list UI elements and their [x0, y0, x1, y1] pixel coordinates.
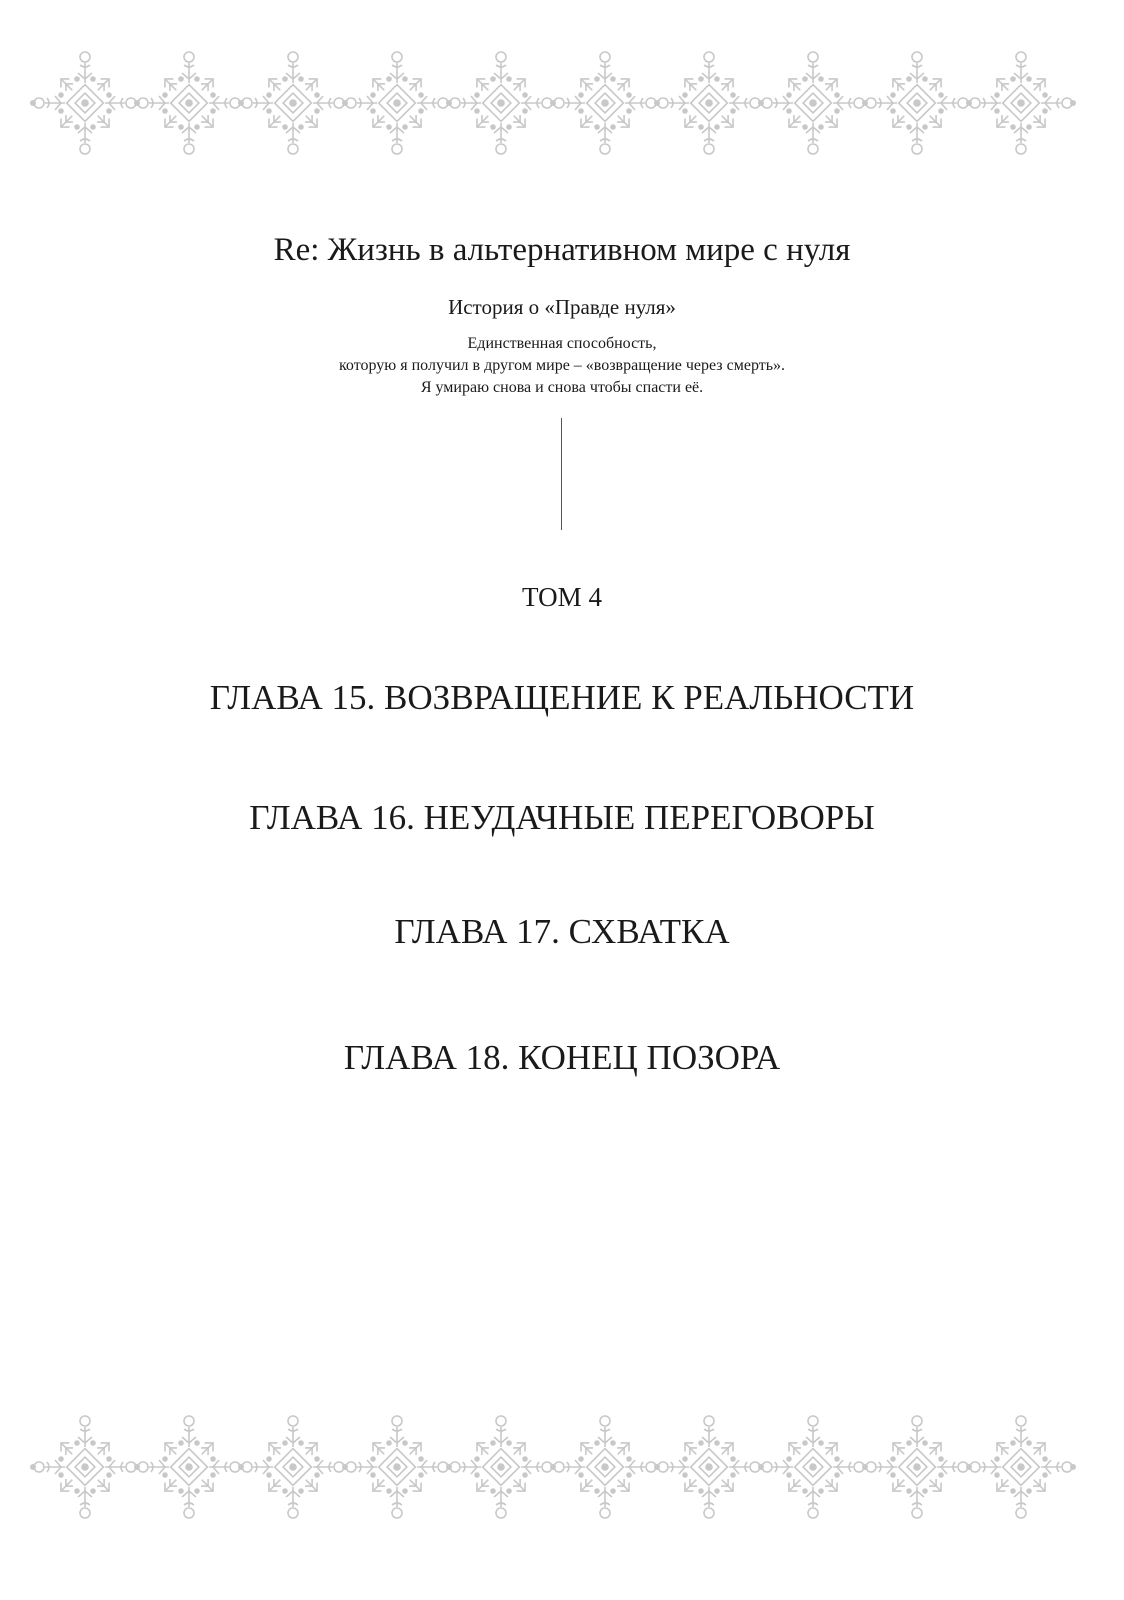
snowflake-ornament-icon: [970, 52, 1072, 154]
snowflake-ornament-icon: [346, 52, 448, 154]
ornament-dot: [862, 1464, 868, 1470]
ornament-dot: [238, 1464, 244, 1470]
chapter-title: ГЛАВА 16. НЕУДАЧНЫЕ ПЕРЕГОВОРЫ: [249, 798, 875, 837]
snowflake-ornament-icon: [242, 52, 344, 154]
ornament-dot: [550, 1464, 556, 1470]
volume-label: ТОМ 4: [522, 582, 602, 612]
ornament-row-bottom: [0, 1412, 1124, 1522]
ornament-row-top: [0, 48, 1124, 158]
ornament-dot: [550, 100, 556, 106]
chapter-title: ГЛАВА 15. ВОЗВРАЩЕНИЕ К РЕАЛЬНОСТИ: [209, 678, 915, 717]
snowflake-ornament-icon: [34, 52, 136, 154]
chapter-title: ГЛАВА 18. КОНЕЦ ПОЗОРА: [343, 1038, 781, 1077]
ornament-dot: [1070, 100, 1076, 106]
snowflake-ornament-icon: [138, 52, 240, 154]
ornament-dot: [342, 1464, 348, 1470]
ornament-dot: [654, 100, 660, 106]
ornament-dot: [30, 100, 36, 106]
ornament-dot: [342, 100, 348, 106]
snowflake-ornament-icon: [866, 52, 968, 154]
snowflake-ornament-icon: [658, 1416, 760, 1518]
book-tagline: [0, 333, 1124, 399]
chapter-title: ГЛАВА 17. СХВАТКА: [394, 912, 730, 951]
vertical-divider: [561, 418, 562, 530]
tagline-line: Я умираю снова и снова чтобы спасти её.: [420, 379, 704, 396]
snowflake-ornament-icon: [970, 1416, 1072, 1518]
ornament-dot: [238, 100, 244, 106]
ornament-dot: [446, 1464, 452, 1470]
ornament-dot: [758, 1464, 764, 1470]
ornament-dot: [134, 1464, 140, 1470]
book-title: Re: Жизнь в альтернативном мире с нуля: [273, 232, 851, 268]
ornament-dot: [134, 100, 140, 106]
snowflake-ornament-icon: [242, 1416, 344, 1518]
ornament-dot: [30, 1464, 36, 1470]
tagline-line: Единственная способность,: [467, 335, 657, 352]
snowflake-ornament-icon: [762, 52, 864, 154]
snowflake-ornament-icon: [762, 1416, 864, 1518]
ornament-dot: [966, 100, 972, 106]
ornament-dot: [1070, 1464, 1076, 1470]
ornament-dot: [758, 100, 764, 106]
snowflake-ornament-icon: [346, 1416, 448, 1518]
snowflake-ornament-icon: [866, 1416, 968, 1518]
snowflake-ornament-icon: [450, 1416, 552, 1518]
snowflake-ornament-icon: [34, 1416, 136, 1518]
tagline-line: которую я получил в другом мире – «возвращение через смерть».: [338, 357, 786, 374]
book-subtitle: История о «Правде нуля»: [448, 295, 676, 319]
snowflake-ornament-icon: [554, 1416, 656, 1518]
snowflake-ornament-icon: [658, 52, 760, 154]
ornament-dot: [654, 1464, 660, 1470]
ornament-dot: [862, 100, 868, 106]
snowflake-ornament-icon: [554, 52, 656, 154]
snowflake-ornament-icon: [138, 1416, 240, 1518]
ornament-dot: [446, 100, 452, 106]
top-ornament-border: [0, 48, 1124, 158]
bottom-ornament-border: [0, 1412, 1124, 1522]
snowflake-ornament-icon: [450, 52, 552, 154]
ornament-dot: [966, 1464, 972, 1470]
